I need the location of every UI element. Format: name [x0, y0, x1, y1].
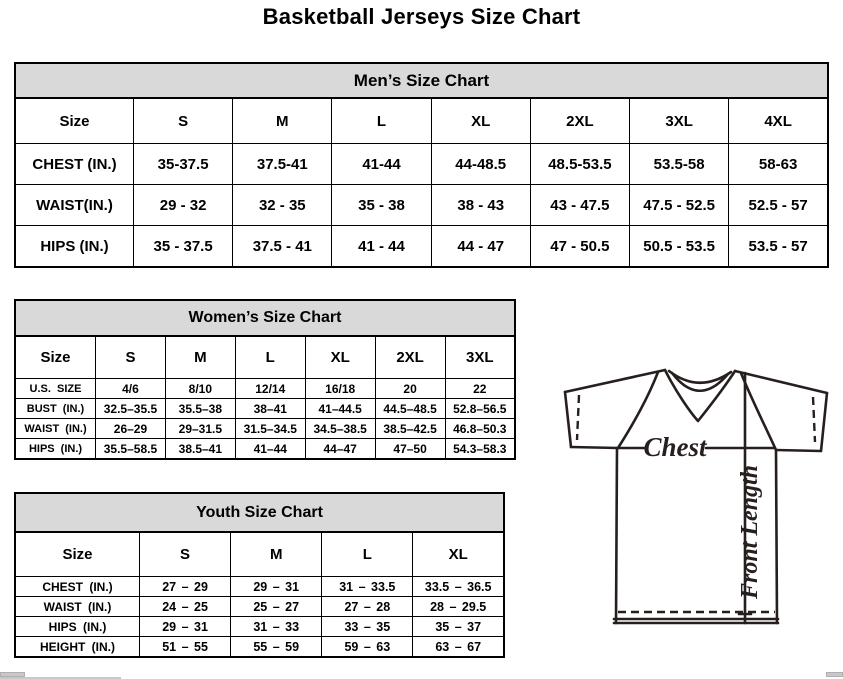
- size-cell: 44–47: [305, 439, 375, 460]
- size-cell: 54.3–58.3: [445, 439, 515, 460]
- size-cell: 28 – 29.5: [413, 597, 504, 617]
- column-header: Size: [15, 532, 140, 577]
- column-header: L: [235, 336, 305, 379]
- size-cell: 41–44.5: [305, 399, 375, 419]
- row-label: WAIST (IN.): [15, 597, 140, 617]
- size-cell: 34.5–38.5: [305, 419, 375, 439]
- size-cell: 31 – 33.5: [322, 577, 413, 597]
- size-cell: 35-37.5: [134, 144, 233, 185]
- column-header: M: [231, 532, 322, 577]
- womens-size-chart: [14, 299, 516, 460]
- size-cell: 47 - 50.5: [530, 226, 629, 268]
- size-cell: 47–50: [375, 439, 445, 460]
- size-cell: 38.5–42.5: [375, 419, 445, 439]
- row-label: HIPS (IN.): [15, 617, 140, 637]
- size-cell: 52.8–56.5: [445, 399, 515, 419]
- column-header: 3XL: [445, 336, 515, 379]
- size-cell: 35.5–38: [165, 399, 235, 419]
- size-cell: 38.5–41: [165, 439, 235, 460]
- size-cell: 52.5 - 57: [729, 185, 828, 226]
- size-cell: 32 - 35: [233, 185, 332, 226]
- column-header: S: [96, 336, 166, 379]
- size-cell: 25 – 27: [231, 597, 322, 617]
- table-row: [15, 379, 515, 399]
- table-row: [15, 637, 504, 658]
- size-cell: 53.5-58: [630, 144, 729, 185]
- jersey-dashed-seams: [577, 395, 815, 612]
- column-header: L: [322, 532, 413, 577]
- row-label: CHEST (IN.): [15, 144, 134, 185]
- row-label: WAIST (IN.): [15, 419, 96, 439]
- size-cell: 53.5 - 57: [729, 226, 828, 268]
- size-cell: 20: [375, 379, 445, 399]
- table-row: [15, 399, 515, 419]
- header-row: [15, 98, 828, 144]
- size-cell: 46.8–50.3: [445, 419, 515, 439]
- table-row: [15, 439, 515, 460]
- column-header: S: [140, 532, 231, 577]
- header-row: [15, 532, 504, 577]
- size-cell: 22: [445, 379, 515, 399]
- jersey-outline: [565, 370, 827, 623]
- table-row: [15, 577, 504, 597]
- size-cell: 4/6: [96, 379, 166, 399]
- size-cell: 41–44: [235, 439, 305, 460]
- size-cell: 35.5–58.5: [96, 439, 166, 460]
- size-cell: 8/10: [165, 379, 235, 399]
- size-cell: 63 – 67: [413, 637, 504, 658]
- row-label: U.S. SIZE: [15, 379, 96, 399]
- womens-table: [14, 335, 516, 460]
- size-cell: 16/18: [305, 379, 375, 399]
- front-length-label: Front Length: [737, 464, 763, 600]
- size-cell: 44 - 47: [431, 226, 530, 268]
- mens-table: [14, 97, 829, 268]
- table-row: [15, 597, 504, 617]
- size-cell: 29–31.5: [165, 419, 235, 439]
- size-cell: 24 – 25: [140, 597, 231, 617]
- table-row: [15, 419, 515, 439]
- mens-chart-title: Men’s Size Chart: [14, 62, 829, 99]
- column-header: Size: [15, 98, 134, 144]
- table-row: [15, 617, 504, 637]
- column-header: 4XL: [729, 98, 828, 144]
- youth-size-chart: [14, 492, 505, 658]
- row-label: CHEST (IN.): [15, 577, 140, 597]
- size-cell: 47.5 - 52.5: [630, 185, 729, 226]
- size-cell: 59 – 63: [322, 637, 413, 658]
- row-label: HIPS (IN.): [15, 439, 96, 460]
- mens-size-chart: [14, 62, 829, 268]
- row-label: WAIST(IN.): [15, 185, 134, 226]
- size-cell: 48.5-53.5: [530, 144, 629, 185]
- column-header: 2XL: [530, 98, 629, 144]
- size-cell: 37.5-41: [233, 144, 332, 185]
- table-row: [15, 144, 828, 185]
- column-header: XL: [431, 98, 530, 144]
- column-header: XL: [305, 336, 375, 379]
- column-header: 2XL: [375, 336, 445, 379]
- size-cell: 35 - 38: [332, 185, 431, 226]
- size-cell: 33.5 – 36.5: [413, 577, 504, 597]
- youth-table: [14, 531, 505, 658]
- size-cell: 44-48.5: [431, 144, 530, 185]
- size-cell: 12/14: [235, 379, 305, 399]
- table-row: [15, 226, 828, 268]
- column-header: M: [233, 98, 332, 144]
- size-cell: 37.5 - 41: [233, 226, 332, 268]
- column-header: L: [332, 98, 431, 144]
- row-label: BUST (IN.): [15, 399, 96, 419]
- jersey-diagram: [558, 358, 838, 678]
- size-cell: 32.5–35.5: [96, 399, 166, 419]
- header-row: [15, 336, 515, 379]
- size-cell: 50.5 - 53.5: [630, 226, 729, 268]
- size-cell: 26–29: [96, 419, 166, 439]
- size-cell: 41-44: [332, 144, 431, 185]
- column-header: S: [134, 98, 233, 144]
- size-cell: 29 – 31: [140, 617, 231, 637]
- chest-label: Chest: [643, 432, 707, 462]
- size-cell: 31 – 33: [231, 617, 322, 637]
- size-cell: 43 - 47.5: [530, 185, 629, 226]
- table-row: [15, 185, 828, 226]
- row-label: HIPS (IN.): [15, 226, 134, 268]
- youth-chart-title: Youth Size Chart: [14, 492, 505, 533]
- size-cell: 27 – 29: [140, 577, 231, 597]
- column-header: XL: [413, 532, 504, 577]
- column-header: M: [165, 336, 235, 379]
- size-cell: 35 - 37.5: [134, 226, 233, 268]
- column-header: 3XL: [630, 98, 729, 144]
- size-cell: 35 – 37: [413, 617, 504, 637]
- size-cell: 41 - 44: [332, 226, 431, 268]
- womens-chart-title: Women’s Size Chart: [14, 299, 516, 337]
- size-cell: 38–41: [235, 399, 305, 419]
- page-title: Basketball Jerseys Size Chart: [262, 4, 581, 29]
- row-label: HEIGHT (IN.): [15, 637, 140, 658]
- size-cell: 31.5–34.5: [235, 419, 305, 439]
- size-cell: 33 – 35: [322, 617, 413, 637]
- size-cell: 38 - 43: [431, 185, 530, 226]
- size-cell: 29 – 31: [231, 577, 322, 597]
- scrollbar-corner[interactable]: [826, 672, 843, 677]
- column-header: Size: [15, 336, 96, 379]
- size-cell: 29 - 32: [134, 185, 233, 226]
- size-cell: 58-63: [729, 144, 828, 185]
- size-cell: 55 – 59: [231, 637, 322, 658]
- size-cell: 51 – 55: [140, 637, 231, 658]
- size-cell: 27 – 28: [322, 597, 413, 617]
- size-cell: 44.5–48.5: [375, 399, 445, 419]
